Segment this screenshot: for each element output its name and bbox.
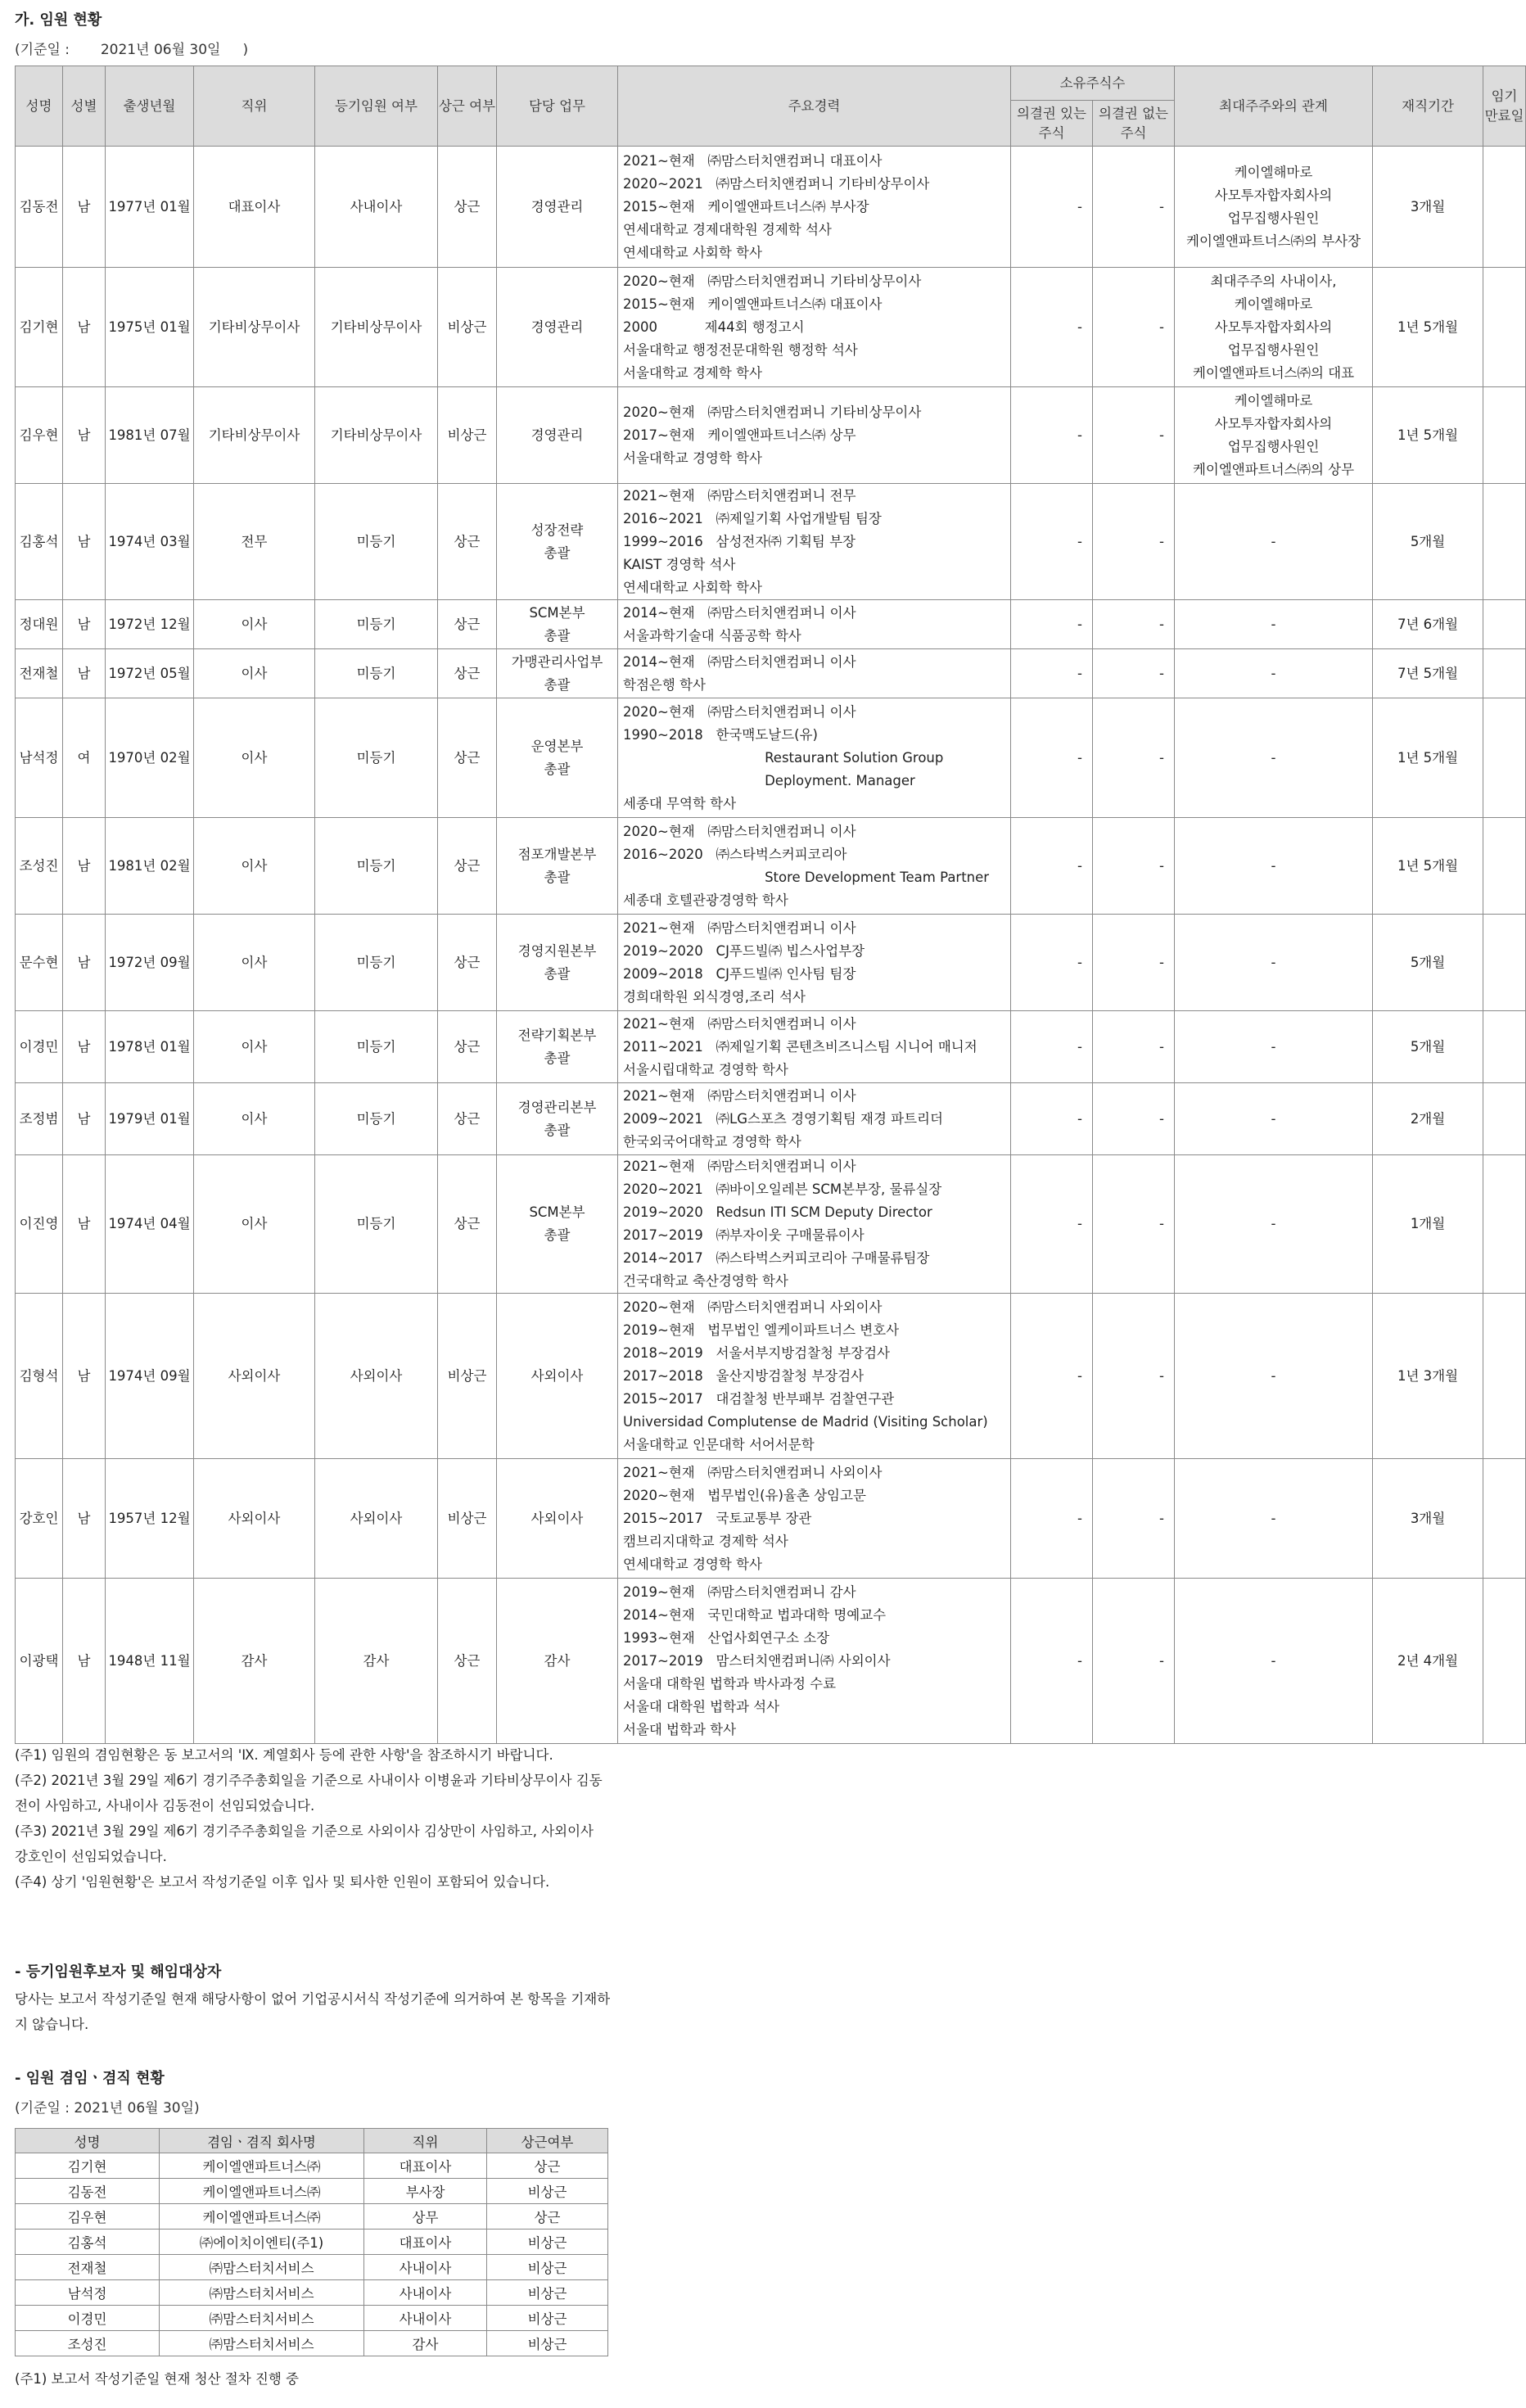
officer-fulltime: 상근 [438, 649, 497, 698]
officer-term-expiry [1483, 649, 1526, 698]
officer-term-expiry [1483, 1579, 1526, 1744]
officer-voting-shares: - [1011, 600, 1093, 649]
officer-voting-shares: - [1011, 698, 1093, 818]
header-registered: 등기임원 여부 [315, 66, 438, 147]
section1-base-date: (기준일 : 2021년 06월 30일 ) [15, 42, 249, 58]
officer-voting-shares: - [1011, 1011, 1093, 1083]
officer-row [16, 268, 1526, 387]
cj-company: ㈜맘스터치서비스 [160, 2280, 364, 2306]
concurrent-section [15, 2067, 637, 2388]
officer-registered: 미등기 [315, 915, 438, 1011]
officer-voting-shares: - [1011, 818, 1093, 915]
officer-duty: 운영본부 총괄 [497, 698, 618, 818]
officer-registered: 사외이사 [315, 1459, 438, 1579]
cj-fulltime: 상근 [487, 2153, 608, 2179]
officer-nonvoting-shares: - [1093, 915, 1175, 1011]
officer-row [16, 915, 1526, 1011]
officer-voting-shares: - [1011, 649, 1093, 698]
officer-relation: - [1175, 1579, 1373, 1744]
officer-career: 2014~현재 ㈜맘스터치앤컴퍼니 이사 서울과학기술대 식품공학 학사 [618, 600, 1011, 649]
officer-career: 2020~현재 ㈜맘스터치앤컴퍼니 이사 1990~2018 한국맥도날드(유) Restaurant Solution Group Deployment. Manager 세종대 무역학 학사 [618, 698, 1011, 818]
cj-position: 사내이사 [364, 2280, 487, 2306]
cj-company: ㈜맘스터치서비스 [160, 2331, 364, 2356]
officer-name: 문수현 [16, 915, 63, 1011]
cj-header-fulltime: 상근여부 [487, 2129, 608, 2153]
officer-voting-shares: - [1011, 147, 1093, 268]
cj-fulltime: 비상근 [487, 2331, 608, 2356]
officer-fulltime: 상근 [438, 1155, 497, 1294]
header-nonvoting: 의결권 없는 주식 [1093, 101, 1175, 147]
officer-birth: 1979년 01월 [106, 1083, 194, 1155]
officer-position: 이사 [194, 698, 315, 818]
officer-tenure: 1개월 [1373, 1155, 1483, 1294]
officer-name: 이경민 [16, 1011, 63, 1083]
officer-term-expiry [1483, 1459, 1526, 1579]
officer-row [16, 649, 1526, 698]
officer-tenure: 5개월 [1373, 484, 1483, 600]
concurrent-row [16, 2280, 608, 2306]
officer-registered: 미등기 [315, 484, 438, 600]
officer-term-expiry [1483, 698, 1526, 818]
officer-fulltime: 상근 [438, 484, 497, 600]
notes-block [15, 1742, 608, 1895]
cj-company: ㈜맘스터치서비스 [160, 2306, 364, 2331]
officer-duty: 경영관리 [497, 387, 618, 484]
officer-voting-shares: - [1011, 268, 1093, 387]
cj-fulltime: 비상근 [487, 2280, 608, 2306]
cj-position: 상무 [364, 2204, 487, 2230]
cj-name: 김기현 [16, 2153, 160, 2179]
officer-career: 2020~현재 ㈜맘스터치앤컴퍼니 사외이사 2019~현재 법무법인 엘케이파트너스 변호사 2018~2019 서울서부지방검찰청 부장검사 2017~2018 울산지방검찰청 부장검사 2015~2017 대검찰청 반부패부 검찰연구관 Universidad Complutense de Madrid (Visiting Scholar) 서울대학교 인문대학 서어서문학 [618, 1294, 1011, 1459]
officer-term-expiry [1483, 147, 1526, 268]
officer-gender: 남 [63, 1459, 106, 1579]
officer-name: 조정범 [16, 1083, 63, 1155]
section3-title: - 임원 겸임ㆍ겸직 현황 [15, 2070, 165, 2087]
officer-row [16, 1579, 1526, 1744]
officer-name: 전재철 [16, 649, 63, 698]
officer-position: 사외이사 [194, 1459, 315, 1579]
officer-relation: - [1175, 1459, 1373, 1579]
officer-relation: - [1175, 1294, 1373, 1459]
officer-nonvoting-shares: - [1093, 147, 1175, 268]
officer-name: 이진영 [16, 1155, 63, 1294]
officer-name: 김홍석 [16, 484, 63, 600]
officer-fulltime: 상근 [438, 600, 497, 649]
officer-tenure: 1년 5개월 [1373, 698, 1483, 818]
officer-registered: 미등기 [315, 818, 438, 915]
officer-tenure: 1년 5개월 [1373, 387, 1483, 484]
officer-birth: 1977년 01월 [106, 147, 194, 268]
cj-position: 대표이사 [364, 2230, 487, 2255]
header-birth: 출생년월 [106, 66, 194, 147]
officer-birth: 1972년 09월 [106, 915, 194, 1011]
officer-gender: 남 [63, 1155, 106, 1294]
officer-tenure: 2개월 [1373, 1083, 1483, 1155]
officer-voting-shares: - [1011, 1579, 1093, 1744]
officer-row [16, 698, 1526, 818]
officer-relation: - [1175, 915, 1373, 1011]
officer-birth: 1974년 03월 [106, 484, 194, 600]
officer-fulltime: 비상근 [438, 268, 497, 387]
header-name: 성명 [16, 66, 63, 147]
officer-relation: - [1175, 1083, 1373, 1155]
officer-nonvoting-shares: - [1093, 268, 1175, 387]
candidates-section [15, 1960, 621, 2037]
officer-fulltime: 비상근 [438, 1294, 497, 1459]
cj-company: 케이엘앤파트너스㈜ [160, 2179, 364, 2204]
officer-tenure: 7년 6개월 [1373, 600, 1483, 649]
concurrent-row [16, 2255, 608, 2280]
cj-position: 부사장 [364, 2179, 487, 2204]
officer-row [16, 1155, 1526, 1294]
section3-base-date: (기준일 : 2021년 06월 30일) [15, 2100, 200, 2117]
officer-career: 2021~현재 ㈜맘스터치앤컴퍼니 전무 2016~2021 ㈜제일기획 사업개발팀 팀장 1999~2016 삼성전자㈜ 기획팀 부장 KAIST 경영학 석사 연세대학교 사회학 학사 [618, 484, 1011, 600]
officer-nonvoting-shares: - [1093, 1083, 1175, 1155]
officer-relation: - [1175, 484, 1373, 600]
header-relation: 최대주주와의 관계 [1175, 66, 1373, 147]
concurrent-row [16, 2179, 608, 2204]
cj-name: 김홍석 [16, 2230, 160, 2255]
officer-registered: 기타비상무이사 [315, 387, 438, 484]
officer-voting-shares: - [1011, 915, 1093, 1011]
officer-registered: 기타비상무이사 [315, 268, 438, 387]
cj-position: 대표이사 [364, 2153, 487, 2179]
cj-position: 사내이사 [364, 2255, 487, 2280]
officer-fulltime: 비상근 [438, 387, 497, 484]
officer-duty: 경영지원본부 총괄 [497, 915, 618, 1011]
cj-position: 감사 [364, 2331, 487, 2356]
officer-tenure: 2년 4개월 [1373, 1579, 1483, 1744]
officer-term-expiry [1483, 1294, 1526, 1459]
officer-fulltime: 상근 [438, 1011, 497, 1083]
officer-position: 이사 [194, 649, 315, 698]
officer-tenure: 3개월 [1373, 1459, 1483, 1579]
officer-term-expiry [1483, 915, 1526, 1011]
officer-position: 사외이사 [194, 1294, 315, 1459]
officer-career: 2021~현재 ㈜맘스터치앤컴퍼니 이사 2020~2021 ㈜바이오일레븐 SCM본부장, 물류실장 2019~2020 Redsun ITI SCM Deputy Director 2017~2019 ㈜부자이웃 구매물류이사 2014~2017 ㈜스타벅스커피코리아 구매물류팀장 건국대학교 축산경영학 학사 [618, 1155, 1011, 1294]
officer-duty: 사외이사 [497, 1294, 618, 1459]
officer-duty: 경영관리 [497, 147, 618, 268]
officer-birth: 1978년 01월 [106, 1011, 194, 1083]
officer-nonvoting-shares: - [1093, 818, 1175, 915]
officer-name: 이광택 [16, 1579, 63, 1744]
officer-row [16, 600, 1526, 649]
officer-fulltime: 상근 [438, 1083, 497, 1155]
officer-gender: 남 [63, 1294, 106, 1459]
officer-fulltime: 상근 [438, 915, 497, 1011]
officer-row [16, 818, 1526, 915]
officer-registered: 사외이사 [315, 1294, 438, 1459]
officer-name: 김형석 [16, 1294, 63, 1459]
officer-tenure: 1년 5개월 [1373, 268, 1483, 387]
officer-duty: 사외이사 [497, 1459, 618, 1579]
officer-term-expiry [1483, 1011, 1526, 1083]
officer-registered: 미등기 [315, 600, 438, 649]
cj-header-company: 겸임ㆍ겸직 회사명 [160, 2129, 364, 2153]
cj-name: 남석정 [16, 2280, 160, 2306]
officer-position: 이사 [194, 1011, 315, 1083]
officer-career: 2021~현재 ㈜맘스터치앤컴퍼니 이사 2009~2021 ㈜LG스포츠 경영기획팀 재경 파트리더 한국외국어대학교 경영학 학사 [618, 1083, 1011, 1155]
officer-nonvoting-shares: - [1093, 1155, 1175, 1294]
officer-relation: - [1175, 649, 1373, 698]
section3-footnote: (주1) 보고서 작성기준일 현재 청산 절차 진행 중 [15, 2371, 299, 2387]
officer-term-expiry [1483, 484, 1526, 600]
concurrent-row [16, 2306, 608, 2331]
cj-fulltime: 상근 [487, 2204, 608, 2230]
officer-gender: 남 [63, 649, 106, 698]
officer-position: 기타비상무이사 [194, 268, 315, 387]
cj-company: 케이엘앤파트너스㈜ [160, 2153, 364, 2179]
officer-nonvoting-shares: - [1093, 387, 1175, 484]
officer-relation: - [1175, 600, 1373, 649]
concurrent-row [16, 2204, 608, 2230]
officer-voting-shares: - [1011, 1294, 1093, 1459]
officer-nonvoting-shares: - [1093, 649, 1175, 698]
cj-fulltime: 비상근 [487, 2230, 608, 2255]
officer-nonvoting-shares: - [1093, 1579, 1175, 1744]
cj-company: 케이엘앤파트너스㈜ [160, 2204, 364, 2230]
officer-row [16, 1083, 1526, 1155]
officer-position: 감사 [194, 1579, 315, 1744]
officer-term-expiry [1483, 818, 1526, 915]
officer-duty: SCM본부 총괄 [497, 1155, 618, 1294]
header-gender: 성별 [63, 66, 106, 147]
officer-position: 이사 [194, 1155, 315, 1294]
officer-career: 2020~현재 ㈜맘스터치앤컴퍼니 이사 2016~2020 ㈜스타벅스커피코리아 Store Development Team Partner 세종대 호텔관광경영학 학사 [618, 818, 1011, 915]
officer-gender: 여 [63, 698, 106, 818]
officer-name: 김동전 [16, 147, 63, 268]
officer-fulltime: 상근 [438, 147, 497, 268]
note-3: (주3) 2021년 3월 29일 제6기 경기주주총회일을 기준으로 사외이사 김상만이 사임하고, 사외이사 강호인이 선임되었습니다. [15, 1823, 594, 1864]
officer-birth: 1974년 09월 [106, 1294, 194, 1459]
officer-position: 이사 [194, 915, 315, 1011]
officer-career: 2021~현재 ㈜맘스터치앤컴퍼니 대표이사 2020~2021 ㈜맘스터치앤컴퍼니 기타비상무이사 2015~현재 케이엘앤파트너스㈜ 부사장 연세대학교 경제대학원 경제학 석사 연세대학교 사회학 학사 [618, 147, 1011, 268]
header-tenure: 재직기간 [1373, 66, 1483, 147]
officer-row [16, 1459, 1526, 1579]
officer-position: 전무 [194, 484, 315, 600]
officer-gender: 남 [63, 1083, 106, 1155]
officer-career: 2020~현재 ㈜맘스터치앤컴퍼니 기타비상무이사 2015~현재 케이엘앤파트너스㈜ 대표이사 2000 제44회 행정고시 서울대학교 행정전문대학원 행정학 석사 서울대학교 경제학 학사 [618, 268, 1011, 387]
officer-registered: 사내이사 [315, 147, 438, 268]
officer-birth: 1972년 12월 [106, 600, 194, 649]
header-term: 임기 만료일 [1483, 66, 1526, 147]
officer-nonvoting-shares: - [1093, 698, 1175, 818]
officer-birth: 1948년 11월 [106, 1579, 194, 1744]
officer-relation: - [1175, 1155, 1373, 1294]
header-shares: 소유주식수 [1011, 66, 1175, 101]
officer-voting-shares: - [1011, 1459, 1093, 1579]
officer-duty: 경영관리본부 총괄 [497, 1083, 618, 1155]
cj-name: 김동전 [16, 2179, 160, 2204]
cj-name: 김우현 [16, 2204, 160, 2230]
officer-career: 2020~현재 ㈜맘스터치앤컴퍼니 기타비상무이사 2017~현재 케이엘앤파트너스㈜ 상무 서울대학교 경영학 학사 [618, 387, 1011, 484]
cj-fulltime: 비상근 [487, 2179, 608, 2204]
cj-fulltime: 비상근 [487, 2255, 608, 2280]
cj-company: ㈜에이치이엔티(주1) [160, 2230, 364, 2255]
officer-position: 이사 [194, 818, 315, 915]
officer-gender: 남 [63, 147, 106, 268]
officer-term-expiry [1483, 268, 1526, 387]
cj-name: 조성진 [16, 2331, 160, 2356]
officer-birth: 1981년 02월 [106, 818, 194, 915]
officer-tenure: 3개월 [1373, 147, 1483, 268]
officer-position: 기타비상무이사 [194, 387, 315, 484]
officer-birth: 1981년 07월 [106, 387, 194, 484]
officer-registered: 미등기 [315, 1155, 438, 1294]
officer-row [16, 147, 1526, 268]
officer-tenure: 7년 5개월 [1373, 649, 1483, 698]
officer-table [15, 66, 1526, 1744]
officer-registered: 미등기 [315, 1083, 438, 1155]
officer-name: 조성진 [16, 818, 63, 915]
officer-name: 남석정 [16, 698, 63, 818]
officer-name: 강호인 [16, 1459, 63, 1579]
officer-position: 이사 [194, 1083, 315, 1155]
officer-fulltime: 상근 [438, 818, 497, 915]
officer-registered: 미등기 [315, 649, 438, 698]
cj-company: ㈜맘스터치서비스 [160, 2255, 364, 2280]
officer-career: 2021~현재 ㈜맘스터치앤컴퍼니 이사 2011~2021 ㈜제일기획 콘텐츠비즈니스팀 시니어 매니저 서울시립대학교 경영학 학사 [618, 1011, 1011, 1083]
concurrent-row [16, 2230, 608, 2255]
officer-nonvoting-shares: - [1093, 1294, 1175, 1459]
officer-duty: SCM본부 총괄 [497, 600, 618, 649]
officer-tenure: 1년 5개월 [1373, 818, 1483, 915]
note-2: (주2) 2021년 3월 29일 제6기 경기주주총회일을 기준으로 사내이사 이병윤과 기타비상무이사 김동전이 사임하고, 사내이사 김동전이 선임되었습니다. [15, 1773, 603, 1814]
officer-term-expiry [1483, 387, 1526, 484]
note-4: (주4) 상기 '임원현황'은 보고서 작성기준일 이후 입사 및 퇴사한 인원이 포함되어 있습니다. [15, 1874, 550, 1890]
officer-tenure: 1년 3개월 [1373, 1294, 1483, 1459]
section2-body: 당사는 보고서 작성기준일 현재 해당사항이 없어 기업공시서식 작성기준에 의거하여 본 항목을 기재하지 않습니다. [15, 1991, 611, 2032]
officer-birth: 1975년 01월 [106, 268, 194, 387]
officer-duty: 전략기획본부 총괄 [497, 1011, 618, 1083]
officer-row [16, 1294, 1526, 1459]
officer-voting-shares: - [1011, 484, 1093, 600]
officer-gender: 남 [63, 1579, 106, 1744]
officer-voting-shares: - [1011, 1155, 1093, 1294]
cj-position: 사내이사 [364, 2306, 487, 2331]
officer-registered: 미등기 [315, 1011, 438, 1083]
officer-gender: 남 [63, 915, 106, 1011]
officer-fulltime: 상근 [438, 1579, 497, 1744]
officer-gender: 남 [63, 268, 106, 387]
officer-relation: 케이엘해마로 사모투자합자회사의 업무집행사원인 케이엘앤파트너스㈜의 상무 [1175, 387, 1373, 484]
officer-relation: 케이엘해마로 사모투자합자회사의 업무집행사원인 케이엘앤파트너스㈜의 부사장 [1175, 147, 1373, 268]
officer-birth: 1974년 04월 [106, 1155, 194, 1294]
officer-fulltime: 상근 [438, 698, 497, 818]
cj-name: 이경민 [16, 2306, 160, 2331]
officer-duty: 감사 [497, 1579, 618, 1744]
concurrent-table [15, 2128, 608, 2356]
section1-title: 가. 임원 현황 [15, 11, 102, 29]
cj-name: 전재철 [16, 2255, 160, 2280]
header-fulltime: 상근 여부 [438, 66, 497, 147]
header-position: 직위 [194, 66, 315, 147]
note-1: (주1) 임원의 겸임현황은 동 보고서의 'Ⅸ. 계열회사 등에 관한 사항'을 참조하시기 바랍니다. [15, 1747, 553, 1763]
cj-fulltime: 비상근 [487, 2306, 608, 2331]
officer-gender: 남 [63, 818, 106, 915]
cj-header-position: 직위 [364, 2129, 487, 2153]
officer-career: 2019~현재 ㈜맘스터치앤컴퍼니 감사 2014~현재 국민대학교 법과대학 명예교수 1993~현재 산업사회연구소 소장 2017~2019 맘스터치앤컴퍼니㈜ 사외이사 서울대 대학원 법학과 박사과정 수료 서울대 대학원 법학과 석사 서울대 법학과 학사 [618, 1579, 1011, 1744]
officer-gender: 남 [63, 1011, 106, 1083]
officer-name: 김기현 [16, 268, 63, 387]
officer-voting-shares: - [1011, 1083, 1093, 1155]
header-voting: 의결권 있는 주식 [1011, 101, 1093, 147]
officer-tenure: 5개월 [1373, 915, 1483, 1011]
officer-relation: - [1175, 818, 1373, 915]
officer-birth: 1957년 12월 [106, 1459, 194, 1579]
officer-registered: 미등기 [315, 698, 438, 818]
officer-relation: - [1175, 698, 1373, 818]
officer-tenure: 5개월 [1373, 1011, 1483, 1083]
cj-header-name: 성명 [16, 2129, 160, 2153]
officer-relation: - [1175, 1011, 1373, 1083]
officer-registered: 감사 [315, 1579, 438, 1744]
officer-nonvoting-shares: - [1093, 484, 1175, 600]
concurrent-row [16, 2331, 608, 2356]
officer-gender: 남 [63, 600, 106, 649]
officer-gender: 남 [63, 387, 106, 484]
officer-name: 김우현 [16, 387, 63, 484]
concurrent-row [16, 2153, 608, 2179]
officer-career: 2021~현재 ㈜맘스터치앤컴퍼니 이사 2019~2020 CJ푸드빌㈜ 빕스사업부장 2009~2018 CJ푸드빌㈜ 인사팀 팀장 경희대학원 외식경영,조리 석사 [618, 915, 1011, 1011]
officer-row [16, 484, 1526, 600]
header-career: 주요경력 [618, 66, 1011, 147]
officer-term-expiry [1483, 1083, 1526, 1155]
officer-nonvoting-shares: - [1093, 600, 1175, 649]
officer-name: 정대원 [16, 600, 63, 649]
officer-duty: 경영관리 [497, 268, 618, 387]
officer-nonvoting-shares: - [1093, 1459, 1175, 1579]
officer-duty: 성장전략 총괄 [497, 484, 618, 600]
header-duty: 담당 업무 [497, 66, 618, 147]
officer-term-expiry [1483, 600, 1526, 649]
officer-career: 2021~현재 ㈜맘스터치앤컴퍼니 사외이사 2020~현재 법무법인(유)율촌 상임고문 2015~2017 국토교통부 장관 캠브리지대학교 경제학 석사 연세대학교 경영학 학사 [618, 1459, 1011, 1579]
section2-title: - 등기임원후보자 및 해임대상자 [15, 1963, 222, 1981]
officer-position: 대표이사 [194, 147, 315, 268]
officer-birth: 1970년 02월 [106, 698, 194, 818]
officer-gender: 남 [63, 484, 106, 600]
officer-row [16, 1011, 1526, 1083]
officer-career: 2014~현재 ㈜맘스터치앤컴퍼니 이사 학점은행 학사 [618, 649, 1011, 698]
officer-duty: 가맹관리사업부 총괄 [497, 649, 618, 698]
officer-row [16, 387, 1526, 484]
officer-birth: 1972년 05월 [106, 649, 194, 698]
officer-nonvoting-shares: - [1093, 1011, 1175, 1083]
officer-position: 이사 [194, 600, 315, 649]
officer-voting-shares: - [1011, 387, 1093, 484]
officer-duty: 점포개발본부 총괄 [497, 818, 618, 915]
officer-relation: 최대주주의 사내이사, 케이엘해마로 사모투자합자회사의 업무집행사원인 케이엘앤파트너스㈜의 대표 [1175, 268, 1373, 387]
officer-term-expiry [1483, 1155, 1526, 1294]
officer-fulltime: 비상근 [438, 1459, 497, 1579]
